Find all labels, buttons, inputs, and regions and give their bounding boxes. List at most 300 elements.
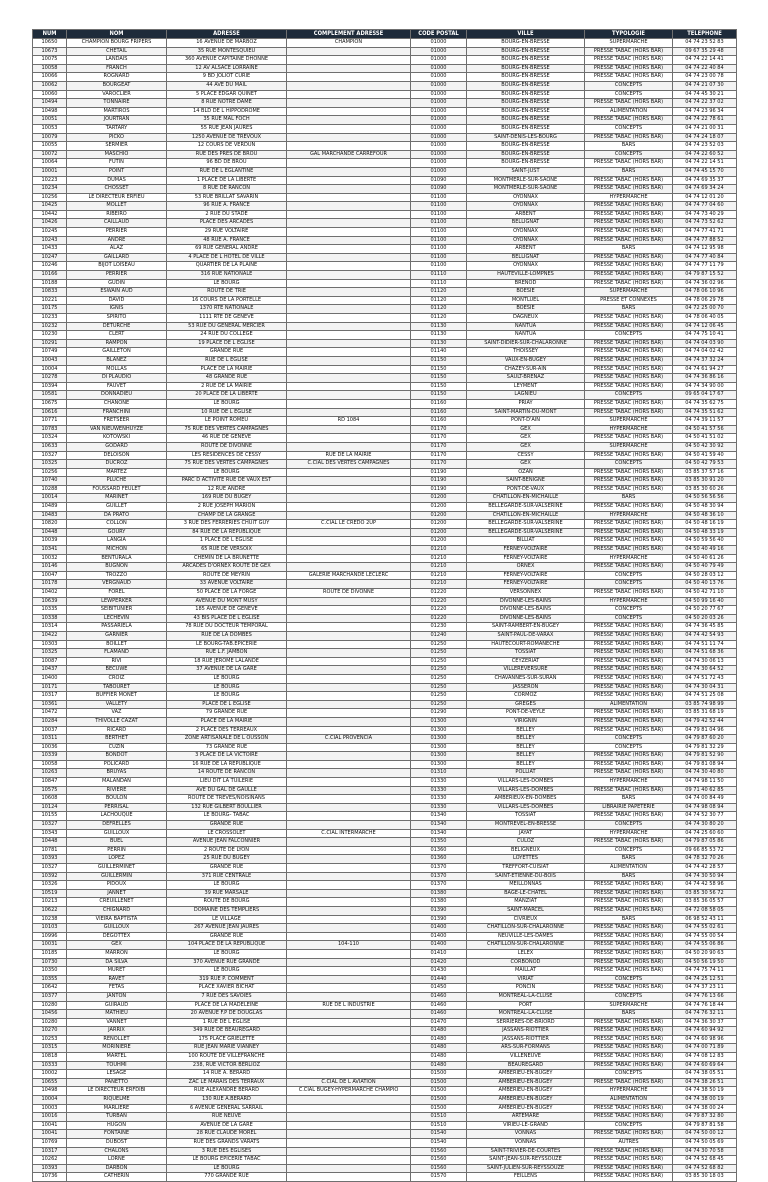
code-postal-cell: 01000 (411, 56, 467, 65)
num-cell: 10608 (33, 795, 67, 804)
num-cell: 10284 (33, 717, 67, 726)
telephone-cell: 04 78 06 40 05 (673, 314, 737, 323)
num-cell: 10066 (33, 73, 67, 82)
typologie-cell: PRESSE TABAC (HORS BAR) (585, 563, 673, 572)
complement-cell (287, 889, 411, 898)
complement-cell (287, 185, 411, 194)
typologie-cell: PRESSE TABAC (HORS BAR) (585, 1147, 673, 1156)
complement-cell (287, 408, 411, 417)
nom-cell: DUMAS (67, 176, 167, 185)
code-postal-cell: 01100 (411, 210, 467, 219)
typologie-cell: BARS (585, 167, 673, 176)
nom-cell: PERRIER (67, 271, 167, 280)
nom-cell: RIQUELME (67, 1096, 167, 1105)
adresse-cell: 3 PLACE DE LA VICTOIRE (167, 752, 287, 761)
nom-cell: MORINIERE (67, 1044, 167, 1053)
code-postal-cell: 01500 (411, 1087, 467, 1096)
adresse-cell: RUE DE LA DOMBES (167, 631, 287, 640)
complement-cell (287, 554, 411, 563)
num-cell: 10247 (33, 253, 67, 262)
complement-cell (287, 898, 411, 907)
nom-cell: FONTAINE (67, 1130, 167, 1139)
adresse-cell: GRANDE RUE (167, 348, 287, 357)
code-postal-cell: 01470 (411, 1018, 467, 1027)
code-postal-cell: 01390 (411, 906, 467, 915)
nom-cell: BENTURALA (67, 554, 167, 563)
ville-cell: MONTREAL-LA-CLUSE (467, 992, 585, 1001)
num-cell: 10171 (33, 683, 67, 692)
complement-cell (287, 1104, 411, 1113)
adresse-cell: RUE DE L EGLANTINE (167, 167, 287, 176)
num-cell: 10185 (33, 949, 67, 958)
adresse-cell: 14 ROUTE DE RANCON (167, 769, 287, 778)
adresse-cell: 73 GRANDE RUE (167, 743, 287, 752)
telephone-cell: 04 74 55 00 54 (673, 932, 737, 941)
complement-cell (287, 210, 411, 219)
complement-cell (287, 657, 411, 666)
nom-cell: RIBEIRO (67, 210, 167, 219)
complement-cell (287, 1147, 411, 1156)
ville-cell: BOESIE (467, 288, 585, 297)
table-row (33, 683, 737, 692)
adresse-cell: 79 GRANDE RUE (167, 709, 287, 718)
column-header-adresse: ADRESSE (167, 30, 287, 39)
complement-cell (287, 288, 411, 297)
complement-cell (287, 769, 411, 778)
num-cell: 10036 (33, 743, 67, 752)
num-cell: 10833 (33, 288, 67, 297)
complement-cell (287, 666, 411, 675)
complement-cell: RD 1084 (287, 417, 411, 426)
code-postal-cell: 01300 (411, 743, 467, 752)
table-row (33, 614, 737, 623)
complement-cell: RUE DE L INDUSTRIE (287, 1001, 411, 1010)
complement-cell (287, 159, 411, 168)
adresse-cell: 65 RUE DE VERSOIX (167, 546, 287, 555)
table-row (33, 279, 737, 288)
complement-cell (287, 391, 411, 400)
ville-cell: BOURG-EN-BRESSE (467, 56, 585, 65)
code-postal-cell: 01110 (411, 279, 467, 288)
complement-cell (287, 262, 411, 271)
code-postal-cell: 01400 (411, 924, 467, 933)
nom-cell: CROIZ (67, 674, 167, 683)
nom-cell: LORNE (67, 1156, 167, 1165)
adresse-cell: 84 RUE DE LA REPUBLIQUE (167, 528, 287, 537)
telephone-cell: 04 78 06 29 78 (673, 296, 737, 305)
typologie-cell: PRESSE TABAC (HORS BAR) (585, 649, 673, 658)
nom-cell: FLAMAND (67, 649, 167, 658)
adresse-cell: 39 RUE MARSALE (167, 889, 287, 898)
table-row (33, 245, 737, 254)
telephone-cell: 04 74 30 64 52 (673, 666, 737, 675)
ville-cell: DAGNEUX (467, 314, 585, 323)
typologie-cell: PRESSE TABAC (HORS BAR) (585, 889, 673, 898)
telephone-cell: 04 50 28 03 12 (673, 571, 737, 580)
ville-cell: MEILLONNAS (467, 881, 585, 890)
code-postal-cell: 01340 (411, 821, 467, 830)
adresse-cell: 349 RUE DE BEAUREGARD (167, 1027, 287, 1036)
adresse-cell: 1 PLACE DE LA LIBERTE (167, 176, 287, 185)
complement-cell (287, 322, 411, 331)
adresse-cell: LE BOURG (167, 692, 287, 701)
complement-cell (287, 1018, 411, 1027)
telephone-cell: 04 74 37 32 24 (673, 356, 737, 365)
ville-cell: BELIGNEUX (467, 846, 585, 855)
typologie-cell: PRESSE TABAC (HORS BAR) (585, 99, 673, 108)
adresse-cell: AVENUE DE LA GARE (167, 1121, 287, 1130)
typologie-cell: PRESSE TABAC (HORS BAR) (585, 589, 673, 598)
nom-cell: MARTIROS (67, 107, 167, 116)
num-cell: 10361 (33, 700, 67, 709)
code-postal-cell: 01210 (411, 554, 467, 563)
complement-cell (287, 81, 411, 90)
num-cell: 10489 (33, 503, 67, 512)
typologie-cell: SUPERMARCHE (585, 442, 673, 451)
telephone-cell: 04 74 55 06 86 (673, 941, 737, 950)
table-row (33, 468, 737, 477)
complement-cell: 104-110 (287, 941, 411, 950)
table-row (33, 709, 737, 718)
complement-cell (287, 932, 411, 941)
typologie-cell: PRESSE TABAC (HORS BAR) (585, 468, 673, 477)
ville-cell: LEYMENT (467, 382, 585, 391)
complement-cell (287, 958, 411, 967)
nom-cell: JANTON (67, 992, 167, 1001)
telephone-cell: 04 50 42 30 92 (673, 442, 737, 451)
table-row (33, 623, 737, 632)
telephone-cell: 04 74 52 68 45 (673, 1156, 737, 1165)
table-row (33, 1061, 737, 1070)
telephone-cell: 04 74 12 06 45 (673, 322, 737, 331)
typologie-cell: PRESSE TABAC (HORS BAR) (585, 202, 673, 211)
nom-cell: FOUSSARD FEULET (67, 485, 167, 494)
ville-cell: BOURG-EN-BRESSE (467, 124, 585, 133)
telephone-cell: 04 79 81 52 90 (673, 752, 737, 761)
complement-cell (287, 924, 411, 933)
num-cell: 10655 (33, 1078, 67, 1087)
code-postal-cell: 01370 (411, 881, 467, 890)
telephone-cell: 04 74 24 18 07 (673, 133, 737, 142)
typologie-cell: HYPERMARCHE (585, 425, 673, 434)
nom-cell: GAILLETON (67, 348, 167, 357)
adresse-cell: PARC D ACTIVITE RUE DE VAUX EST (167, 477, 287, 486)
typologie-cell: PRESSE TABAC (HORS BAR) (585, 1104, 673, 1113)
code-postal-cell: 01090 (411, 185, 467, 194)
telephone-cell: 04 74 38 05 51 (673, 1070, 737, 1079)
num-cell: 10519 (33, 889, 67, 898)
num-cell: 10032 (33, 554, 67, 563)
code-postal-cell: 01120 (411, 314, 467, 323)
adresse-cell: 50 PLACE DE LA FORGE (167, 589, 287, 598)
typologie-cell: SUPERMARCHE (585, 39, 673, 48)
typologie-cell: HYPERMARCHE (585, 511, 673, 520)
ville-cell: SAINT-PAUL-DE-VARAX (467, 631, 585, 640)
nom-cell: RAVET (67, 975, 167, 984)
telephone-cell: 04 74 30 06 13 (673, 657, 737, 666)
telephone-cell: 03 85 30 91 20 (673, 477, 737, 486)
nom-cell: RIVIERE (67, 786, 167, 795)
code-postal-cell: 01220 (411, 614, 467, 623)
table-row (33, 1001, 737, 1010)
nom-cell: PERRIN (67, 846, 167, 855)
typologie-cell: CONCEPTS (585, 975, 673, 984)
ville-cell: ARBENT (467, 245, 585, 254)
num-cell: 10581 (33, 391, 67, 400)
complement-cell (287, 992, 411, 1001)
num-cell: 10238 (33, 915, 67, 924)
table-body (33, 39, 737, 1182)
typologie-cell: AUTRES (585, 1139, 673, 1148)
column-header-num: NUM (33, 30, 67, 39)
typologie-cell: PRESSE TABAC (HORS BAR) (585, 657, 673, 666)
complement-cell (287, 528, 411, 537)
num-cell: 10014 (33, 494, 67, 503)
num-cell: 10622 (33, 906, 67, 915)
typologie-cell: CONCEPTS (585, 460, 673, 469)
nom-cell: PANETTO (67, 1078, 167, 1087)
nom-cell: CUZIN (67, 743, 167, 752)
nom-cell: PICKO (67, 133, 167, 142)
adresse-cell: RUE DES PRES DE BROU (167, 150, 287, 159)
ville-cell: VONNAS (467, 1130, 585, 1139)
code-postal-cell: 01240 (411, 631, 467, 640)
nom-cell: LACHOUQUE (67, 812, 167, 821)
num-cell: 10051 (33, 116, 67, 125)
telephone-cell: 04 74 35 51 62 (673, 408, 737, 417)
ville-cell: VILLEREVERSURE (467, 666, 585, 675)
table-row (33, 451, 737, 460)
telephone-cell: 06 98 52 43 11 (673, 915, 737, 924)
complement-cell (287, 382, 411, 391)
code-postal-cell: 01360 (411, 855, 467, 864)
telephone-cell: 04 74 23 00 78 (673, 73, 737, 82)
complement-cell (287, 1035, 411, 1044)
num-cell: 10740 (33, 477, 67, 486)
adresse-cell: GRANDE RUE (167, 864, 287, 873)
code-postal-cell: 01480 (411, 1027, 467, 1036)
typologie-cell: PRESSE ET CONNEXES (585, 296, 673, 305)
code-postal-cell: 01140 (411, 348, 467, 357)
code-postal-cell: 01200 (411, 520, 467, 529)
typologie-cell: CONCEPTS (585, 331, 673, 340)
ville-cell: VIRIEU-LE-GRAND (467, 1121, 585, 1130)
code-postal-cell: 01250 (411, 657, 467, 666)
typologie-cell: ALIMENTATION (585, 1096, 673, 1105)
num-cell: 10221 (33, 296, 67, 305)
table-row (33, 949, 737, 958)
complement-cell (287, 743, 411, 752)
num-cell: 10422 (33, 631, 67, 640)
ville-cell: VAUX-EN-BUGEY (467, 356, 585, 365)
typologie-cell: BARS (585, 872, 673, 881)
telephone-cell: 04 50 20 90 63 (673, 949, 737, 958)
adresse-cell: ARCADES D'ORNEX ROUTE DE GEX (167, 563, 287, 572)
typologie-cell: PRESSE TABAC (HORS BAR) (585, 185, 673, 194)
typologie-cell: PRESSE TABAC (HORS BAR) (585, 760, 673, 769)
adresse-cell: RUE JEAN MARIE VIANNEY (167, 1044, 287, 1053)
complement-cell (287, 485, 411, 494)
adresse-cell: 14 BLD DE L HIPPODROME (167, 107, 287, 116)
code-postal-cell: 01100 (411, 193, 467, 202)
complement-cell (287, 546, 411, 555)
adresse-cell: RUE ALEXANDRE BERARD (167, 1087, 287, 1096)
nom-cell: TABOURET (67, 683, 167, 692)
typologie-cell: PRESSE TABAC (HORS BAR) (585, 838, 673, 847)
num-cell: 10749 (33, 348, 67, 357)
nom-cell: BECUWE (67, 666, 167, 675)
code-postal-cell: 01340 (411, 812, 467, 821)
adresse-cell: ROUTE DE BOURG (167, 898, 287, 907)
complement-cell: C.CIAL DES VERTES CAMPAGNES (287, 460, 411, 469)
code-postal-cell: 01100 (411, 253, 467, 262)
nom-cell: COLLON (67, 520, 167, 529)
nom-cell: GARNIER (67, 631, 167, 640)
code-postal-cell: 01350 (411, 838, 467, 847)
table-row (33, 1147, 737, 1156)
table-row (33, 331, 737, 340)
num-cell: 10325 (33, 649, 67, 658)
code-postal-cell: 01250 (411, 683, 467, 692)
ville-cell: SAINT-DIDIER-SUR-CHALARONNE (467, 339, 585, 348)
nom-cell: CATHERIN (67, 1173, 167, 1182)
code-postal-cell: 01330 (411, 795, 467, 804)
code-postal-cell: 01200 (411, 537, 467, 546)
telephone-cell: 04 74 35 62 75 (673, 399, 737, 408)
nom-cell: PASSARIELA (67, 623, 167, 632)
telephone-cell: 04 74 36 02 96 (673, 279, 737, 288)
table-row (33, 107, 737, 116)
code-postal-cell: 01540 (411, 1139, 467, 1148)
num-cell: 10253 (33, 1035, 67, 1044)
adresse-cell: 5 PLACE EDGAR QUINET (167, 90, 287, 99)
table-row (33, 365, 737, 374)
nom-cell: MASCHIO (67, 150, 167, 159)
typologie-cell: PRESSE TABAC (HORS BAR) (585, 159, 673, 168)
ville-cell: TOSSIAT (467, 649, 585, 658)
telephone-cell: 04 74 36 30 37 (673, 1018, 737, 1027)
num-cell: 10326 (33, 881, 67, 890)
num-cell: 10072 (33, 150, 67, 159)
telephone-cell: 04 74 98 08 94 (673, 803, 737, 812)
ville-cell: BOURG-EN-BRESSE (467, 142, 585, 151)
adresse-cell: 130 RUE A.BERARD (167, 1096, 287, 1105)
telephone-cell: 04 74 77 11 79 (673, 262, 737, 271)
telephone-cell: 04 50 42 71 10 (673, 589, 737, 598)
complement-cell (287, 537, 411, 546)
nom-cell: CHIGNARD (67, 906, 167, 915)
ville-cell: BELLEY (467, 726, 585, 735)
ville-cell: PONT-D'AIN (467, 417, 585, 426)
nom-cell: LEWPERKER (67, 597, 167, 606)
num-cell: 10079 (33, 133, 67, 142)
code-postal-cell: 01560 (411, 1147, 467, 1156)
telephone-cell: 04 50 40 13 76 (673, 580, 737, 589)
telephone-cell: 04 74 45 30 21 (673, 90, 737, 99)
num-cell: 10062 (33, 81, 67, 90)
telephone-cell: 04 50 41 59 40 (673, 451, 737, 460)
typologie-cell: PRESSE TABAC (HORS BAR) (585, 434, 673, 443)
num-cell: 10673 (33, 47, 67, 56)
complement-cell (287, 700, 411, 709)
num-cell: 10270 (33, 1027, 67, 1036)
num-cell: 10053 (33, 124, 67, 133)
nom-cell: DARBON (67, 1164, 167, 1173)
ville-cell: FERNEY-VOLTAIRE (467, 571, 585, 580)
code-postal-cell: 01190 (411, 477, 467, 486)
code-postal-cell: 01250 (411, 666, 467, 675)
telephone-cell: 03 85 31 68 19 (673, 709, 737, 718)
table-row (33, 743, 737, 752)
ville-cell: GEX (467, 442, 585, 451)
nom-cell: FOREL (67, 589, 167, 598)
adresse-cell: 55 RUE JEAN JAURES (167, 124, 287, 133)
adresse-cell: 78 RUE DU DOCTEUR TEMPORAL (167, 623, 287, 632)
typologie-cell: PRESSE TABAC (HORS BAR) (585, 709, 673, 718)
table-row (33, 554, 737, 563)
adresse-cell: LE VILLAGE (167, 915, 287, 924)
adresse-cell: ROUTE DE MEYRIN (167, 571, 287, 580)
table-row (33, 150, 737, 159)
complement-cell (287, 442, 411, 451)
telephone-cell: 04 74 22 60 52 (673, 150, 737, 159)
telephone-cell: 04 50 41 57 56 (673, 425, 737, 434)
telephone-cell: 04 74 52 68 82 (673, 1164, 737, 1173)
adresse-cell: 53 RUE DU GENERAL MERCIER (167, 322, 287, 331)
num-cell: 10327 (33, 821, 67, 830)
complement-cell: C.CIAL DE L AVIATION (287, 1078, 411, 1087)
num-cell: 10639 (33, 597, 67, 606)
telephone-cell: 04 50 40 61 26 (673, 554, 737, 563)
table-row (33, 1096, 737, 1105)
table-header (33, 30, 737, 39)
table-row (33, 1173, 737, 1182)
complement-cell (287, 786, 411, 795)
complement-cell (287, 202, 411, 211)
code-postal-cell: 01200 (411, 528, 467, 537)
code-postal-cell: 01160 (411, 417, 467, 426)
table-row (33, 1044, 737, 1053)
table-row (33, 812, 737, 821)
telephone-cell: 04 74 23 52 83 (673, 39, 737, 48)
nom-cell: TONNAIRE (67, 99, 167, 108)
code-postal-cell: 01000 (411, 99, 467, 108)
ville-cell: OYONNAX (467, 193, 585, 202)
complement-cell (287, 374, 411, 383)
code-postal-cell: 01000 (411, 150, 467, 159)
typologie-cell: PRESSE TABAC (HORS BAR) (585, 726, 673, 735)
complement-cell: CHAMPION (287, 39, 411, 48)
nom-cell: GUILLERMINET (67, 864, 167, 873)
table-row (33, 511, 737, 520)
num-cell: 10075 (33, 56, 67, 65)
adresse-cell: 1 RUE DE L EGLISE (167, 1018, 287, 1027)
ville-cell: JASSERON (467, 683, 585, 692)
typologie-cell: PRESSE TABAC (HORS BAR) (585, 967, 673, 976)
adresse-cell: LE BOURG (167, 881, 287, 890)
num-cell: 10494 (33, 99, 67, 108)
telephone-cell: 09 65 04 17 67 (673, 391, 737, 400)
telephone-cell: 03 85 74 98 99 (673, 700, 737, 709)
complement-cell (287, 425, 411, 434)
nom-cell: VALLETY (67, 700, 167, 709)
complement-cell (287, 872, 411, 881)
ville-cell: AMBERIEU-EN-BUGEY (467, 1104, 585, 1113)
telephone-cell: 04 74 04 03 90 (673, 339, 737, 348)
typologie-cell: PRESSE TABAC (HORS BAR) (585, 382, 673, 391)
telephone-cell: 04 74 38 00 19 (673, 1096, 737, 1105)
table-row (33, 546, 737, 555)
